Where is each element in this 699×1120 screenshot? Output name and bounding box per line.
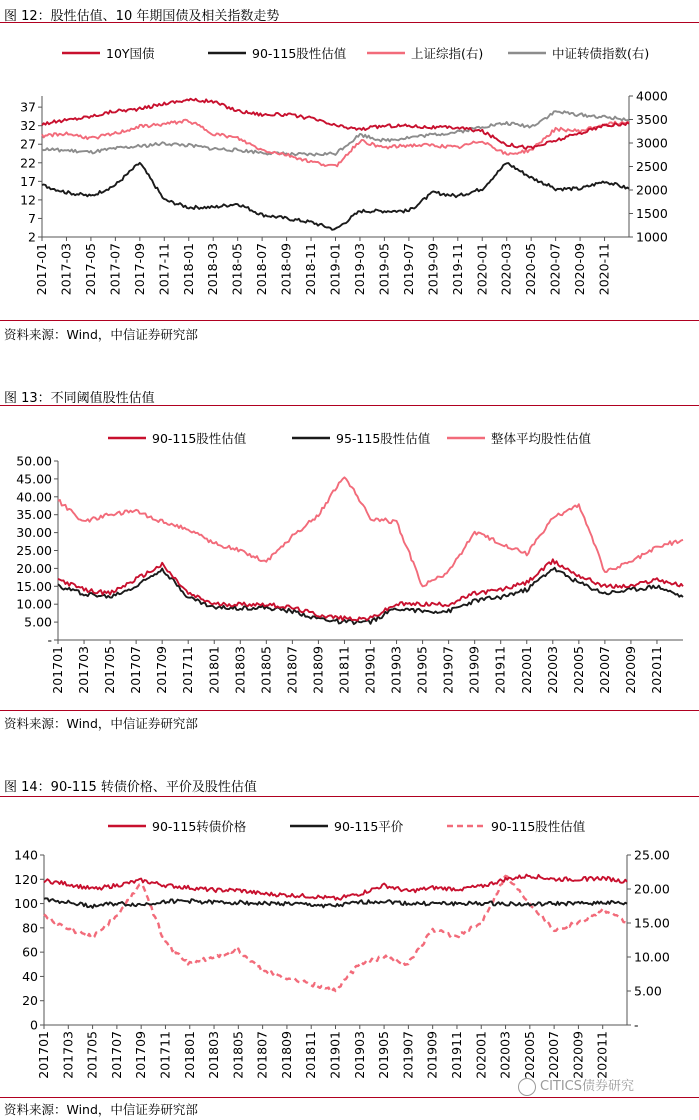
x-tick-label: 2020-03 — [498, 243, 514, 296]
x-tick-label: 201811 — [303, 1031, 319, 1079]
x-tick-label: 2018-03 — [205, 242, 221, 296]
x-tick-label: 202001 — [518, 646, 534, 694]
x-tick-label: 201807 — [254, 1031, 270, 1079]
y-tick-label: 100 — [14, 896, 38, 912]
x-tick-label: 201801 — [206, 646, 222, 694]
x-tick-label: 2017-05 — [82, 243, 98, 296]
y-tick-label: 30.00 — [16, 525, 52, 541]
series-line-0 — [58, 559, 683, 620]
x-tick-label: 2019-03 — [351, 243, 367, 296]
x-tick-label: 202003 — [544, 646, 560, 694]
y-tick-label: 27 — [20, 136, 36, 152]
chart2 — [0, 406, 699, 708]
y-tick-label: 20.00 — [16, 560, 52, 576]
x-tick-label: 202005 — [570, 646, 586, 694]
y-tick-label: 45.00 — [16, 471, 52, 487]
x-tick-label: 201701 — [50, 646, 65, 694]
legend-label-1: 90-115股性估值 — [252, 46, 347, 61]
legend-label-2: 上证综指(右) — [411, 46, 484, 61]
x-tick-label: 201801 — [181, 1031, 197, 1079]
y-tick-label: 17 — [20, 173, 36, 189]
x-tick-label: 201911 — [492, 646, 508, 694]
y2-tick-label: 20.00 — [634, 881, 670, 897]
x-tick-label: 2019-07 — [400, 243, 416, 296]
legend-label-1: 95-115股性估值 — [336, 431, 431, 446]
series-line-0 — [42, 99, 629, 149]
y2-tick-label: 1500 — [636, 206, 668, 221]
x-tick-label: 201707 — [128, 646, 144, 694]
x-tick-label: 201705 — [102, 646, 118, 694]
y-tick-label: 7 — [28, 210, 36, 226]
x-tick-label: 2017-07 — [107, 243, 123, 296]
x-tick-label: 201803 — [206, 1031, 222, 1079]
y-tick-label: 5.00 — [24, 614, 52, 630]
x-tick-label: 2018-07 — [254, 243, 270, 296]
y-tick-label: 40 — [22, 968, 38, 984]
x-tick-label: 202007 — [546, 1031, 562, 1079]
series-line-3 — [42, 111, 629, 155]
y-tick-label: 15.00 — [16, 578, 52, 594]
x-tick-label: 2020-11 — [596, 243, 612, 296]
panel2-bottom-rule — [0, 710, 699, 711]
y2-tick-label: - — [634, 1017, 639, 1033]
x-tick-label: 2020-05 — [523, 243, 539, 296]
x-tick-label: 201909 — [466, 646, 482, 694]
panel1-title: 图 12：股性估值、10 年期国债及相关指数走势 — [4, 9, 280, 24]
x-tick-label: 201707 — [108, 1031, 124, 1079]
y2-tick-label: 3000 — [636, 135, 668, 151]
x-tick-label: 2018-01 — [180, 243, 196, 296]
wechat-icon — [518, 1078, 536, 1096]
x-tick-label: 2017-01 — [34, 243, 49, 296]
y2-tick-label: 2000 — [636, 182, 668, 198]
y-tick-label: 22 — [20, 155, 36, 171]
y-tick-label: 12 — [20, 192, 36, 208]
y-tick-label: 120 — [14, 871, 38, 887]
y-tick-label: 0 — [30, 1017, 38, 1033]
y-tick-label: - — [47, 632, 52, 648]
x-tick-label: 2019-11 — [449, 242, 465, 296]
watermark — [518, 1075, 698, 1096]
y-tick-label: 140 — [14, 847, 38, 863]
panel3-bottom-rule — [0, 1097, 699, 1098]
series-line-2 — [44, 876, 627, 992]
x-tick-label: 201703 — [60, 1031, 76, 1079]
x-tick-label: 202011 — [648, 646, 664, 694]
chart3 — [0, 797, 699, 1096]
x-tick-label: 201911 — [448, 1031, 464, 1079]
x-tick-label: 202003 — [497, 1031, 513, 1079]
x-tick-label: 201901 — [327, 1031, 343, 1079]
panel1-bottom-rule — [0, 320, 699, 321]
x-tick-label: 202009 — [570, 1031, 586, 1079]
x-tick-label: 201805 — [230, 1031, 246, 1079]
x-tick-label: 201705 — [84, 1031, 100, 1079]
x-tick-label: 201909 — [424, 1031, 440, 1079]
x-tick-label: 2018-09 — [278, 243, 294, 296]
x-tick-label: 2018-11 — [303, 243, 319, 296]
y-tick-label: 80 — [22, 920, 38, 936]
legend-label-3: 中证转债指数(右) — [552, 46, 650, 61]
x-tick-label: 201809 — [278, 1031, 294, 1079]
watermark-text: CITICS债券研究 — [540, 1079, 635, 1094]
y2-tick-label: 5.00 — [634, 983, 662, 999]
x-tick-label: 2019-05 — [376, 243, 392, 296]
x-tick-label: 201701 — [36, 1031, 51, 1079]
y2-tick-label: 25.00 — [634, 847, 670, 863]
y-tick-label: 50.00 — [16, 453, 52, 469]
y-tick-label: 37 — [20, 99, 36, 115]
x-tick-label: 201905 — [414, 646, 430, 694]
series-line-2 — [58, 477, 683, 586]
x-tick-label: 2020-01 — [474, 243, 490, 296]
x-tick-label: 201803 — [232, 646, 248, 694]
x-tick-label: 201811 — [336, 646, 352, 694]
y-tick-label: 60 — [22, 944, 38, 960]
x-tick-label: 201907 — [440, 646, 456, 694]
y2-tick-label: 1000 — [636, 229, 668, 245]
y-tick-label: 10.00 — [16, 596, 52, 612]
x-tick-label: 202005 — [521, 1031, 537, 1079]
legend-label-0: 90-115股性估值 — [152, 431, 247, 446]
panel3-title: 图 14：90-115 转债价格、平价及股性估值 — [4, 780, 257, 795]
y-tick-label: 25.00 — [16, 543, 52, 558]
x-tick-label: 202007 — [596, 646, 612, 694]
y-tick-label: 40.00 — [16, 489, 52, 505]
legend-label-1: 90-115平价 — [334, 819, 404, 834]
legend-label-0: 10Y国债 — [106, 46, 155, 61]
x-tick-label: 2018-05 — [229, 243, 245, 296]
legend-label-0: 90-115转债价格 — [152, 819, 247, 834]
y2-tick-label: 4000 — [636, 88, 668, 104]
y-tick-label: 20 — [22, 993, 38, 1009]
y2-tick-label: 2500 — [636, 159, 668, 174]
x-tick-label: 2020-07 — [547, 243, 563, 296]
x-tick-label: 2017-09 — [131, 243, 147, 296]
series-line-1 — [42, 163, 629, 230]
series-line-2 — [42, 120, 629, 167]
x-tick-label: 201809 — [310, 646, 326, 694]
x-tick-label: 2020-09 — [572, 243, 588, 296]
x-tick-label: 201805 — [258, 646, 274, 694]
x-tick-label: 201711 — [180, 646, 196, 694]
x-tick-label: 201709 — [154, 646, 170, 694]
legend-label-2: 90-115股性估值 — [491, 819, 586, 834]
x-tick-label: 2019-01 — [327, 243, 343, 296]
y-tick-label: 2 — [28, 229, 36, 245]
y2-tick-label: 3500 — [636, 112, 668, 127]
panel1-source: 资料来源：Wind，中信证券研究部 — [4, 327, 198, 342]
panel2-title: 图 13：不同阈值股性估值 — [4, 391, 155, 406]
legend-label-2: 整体平均股性估值 — [491, 431, 592, 446]
y2-tick-label: 15.00 — [634, 915, 670, 931]
x-tick-label: 201703 — [76, 646, 92, 694]
panel2-source: 资料来源：Wind，中信证券研究部 — [4, 716, 198, 731]
x-tick-label: 2017-11 — [156, 243, 172, 296]
x-tick-label: 201807 — [284, 646, 300, 694]
x-tick-label: 202011 — [594, 1031, 610, 1079]
chart1 — [0, 23, 699, 318]
x-tick-label: 201709 — [133, 1031, 149, 1079]
x-tick-label: 201903 — [388, 646, 404, 694]
x-tick-label: 202001 — [473, 1031, 489, 1079]
x-tick-label: 201907 — [400, 1031, 416, 1079]
x-tick-label: 201901 — [362, 646, 378, 694]
x-tick-label: 201905 — [376, 1031, 392, 1079]
x-tick-label: 2017-03 — [58, 243, 74, 296]
y-tick-label: 35.00 — [16, 507, 52, 523]
x-tick-label: 2019-09 — [425, 243, 441, 296]
x-tick-label: 201903 — [351, 1031, 367, 1079]
x-tick-label: 201711 — [157, 1031, 173, 1079]
panel3-source: 资料来源：Wind，中信证券研究部 — [4, 1102, 198, 1117]
x-tick-label: 202009 — [622, 646, 638, 694]
y2-tick-label: 10.00 — [634, 949, 670, 965]
y-tick-label: 32 — [20, 118, 36, 134]
